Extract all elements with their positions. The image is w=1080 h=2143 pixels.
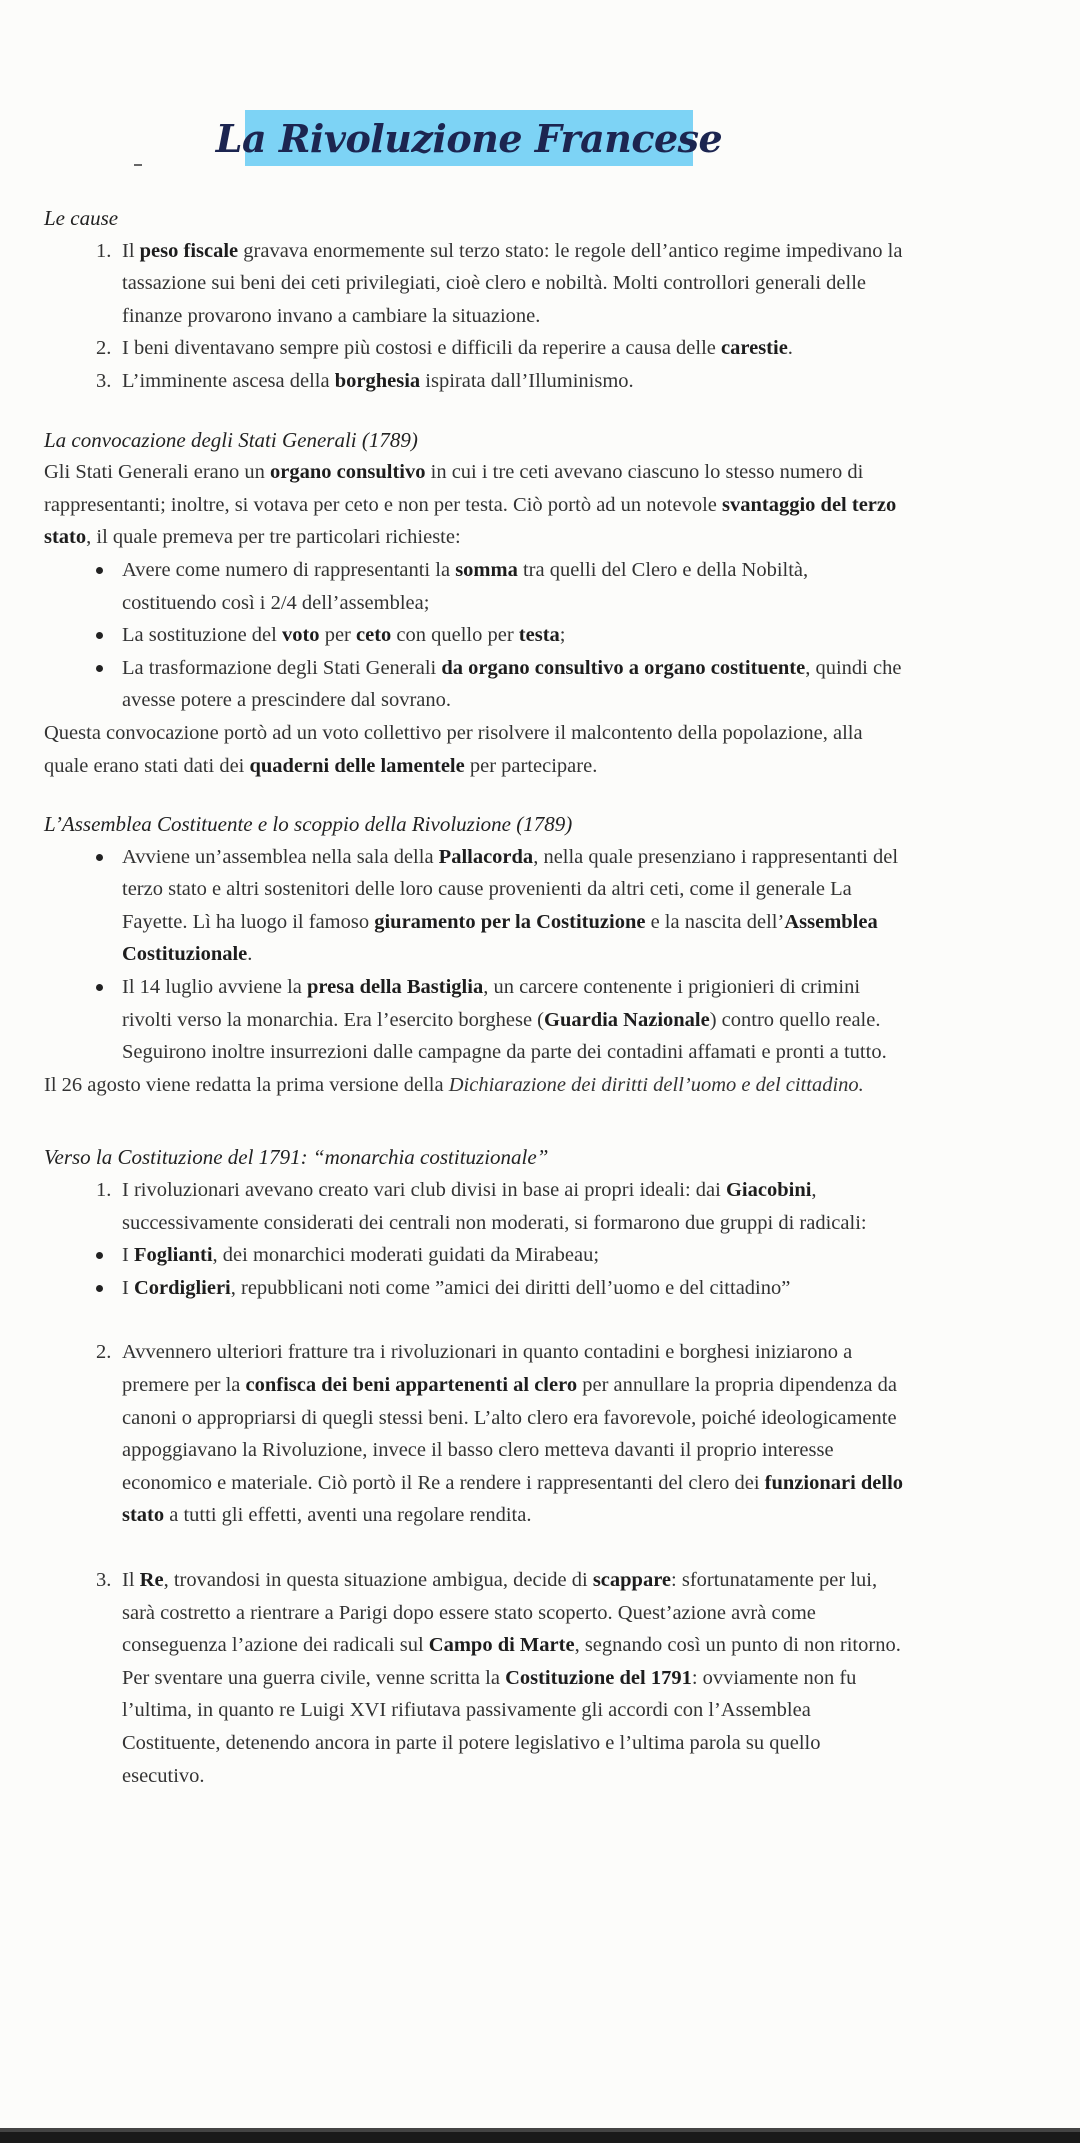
scan-bottom-edge (0, 2132, 1080, 2143)
bold-term: giuramento per la Costituzione (374, 910, 646, 933)
bold-term: Foglianti (133, 1244, 213, 1267)
stray-mark (134, 164, 142, 166)
spacer (44, 1304, 904, 1336)
list-item (44, 652, 904, 717)
bold-term: testa (518, 624, 560, 647)
bullet-icon (96, 665, 103, 672)
bold-term: somma (455, 558, 518, 581)
bold-term: funzionari dello stato (122, 1471, 904, 1527)
bullet-icon (96, 567, 103, 574)
list-marker: 2. (96, 1341, 112, 1364)
bold-term: quaderni delle lamentele (249, 754, 465, 777)
section-cause (44, 202, 904, 398)
spacer (44, 1532, 904, 1564)
list-item-text: I Cordiglieri, repubblicani noti come ”amici dei diritti dell’uomo e del cittadino” (122, 1276, 791, 1299)
bold-term: peso fiscale (139, 239, 239, 262)
bold-term: organo consultivo (270, 461, 426, 484)
section-heading: L’Assemblea Costituente e lo scoppio della Rivoluzione (1789) (44, 812, 573, 837)
bullet-icon (96, 854, 103, 861)
list-item-text: La sostituzione del voto per ceto con quello per testa; (122, 624, 566, 647)
list-item-text: Avere come numero di rappresentanti la somma tra quelli del Clero e della Nobiltà, costituendo così i 2/4 dell’assemblea; (122, 558, 809, 614)
paragraph-text: Il 26 agosto viene redatta la prima versione della (44, 1073, 449, 1096)
bold-term: voto (281, 624, 320, 647)
bold-term: Giacobini (725, 1179, 812, 1202)
list-marker: 3. (96, 1568, 112, 1591)
bold-term: Assemblea Costituzionale (122, 910, 878, 966)
section-heading: Le cause (44, 206, 119, 230)
paragraph: Questa convocazione portò ad un voto collettivo per risolvere il malcontento della popolazione, alla quale erano stati dati dei quaderni delle lamentele per partecipare. (44, 721, 863, 777)
bold-term: scappare (592, 1568, 672, 1591)
bullet-list (44, 841, 904, 1069)
list-item (44, 1174, 904, 1239)
list-marker: 1. (96, 239, 112, 262)
bold-term: presa della Bastiglia (307, 976, 484, 999)
list-marker: 2. (96, 337, 112, 360)
bullet-list (44, 1239, 904, 1304)
list-item-text: Il peso fiscale gravava enormemente sul terzo stato: le regole dell’antico regime impedivano la tassazione sui beni dei ceti privilegiati, cioè clero e nobiltà. Molti controllori generali delle finanze provarono invano a cambiare la situazione. (122, 239, 903, 327)
section-heading: Verso la Costituzione del 1791: “monarchia costituzionale” (44, 1145, 549, 1170)
list-item (44, 1564, 904, 1792)
bullet-icon (96, 1285, 103, 1292)
list-item (44, 971, 904, 1069)
list-item (44, 1272, 904, 1305)
bold-term: Re (139, 1568, 164, 1591)
list-item (44, 1239, 904, 1272)
bullet-list (44, 554, 904, 717)
numbered-list (44, 1564, 904, 1792)
bold-term: Cordiglieri (133, 1276, 231, 1299)
bold-term: confisca dei beni appartenenti al clero (245, 1374, 578, 1396)
bullet-icon (96, 1252, 103, 1259)
list-item-text: Avviene un’assemblea nella sala della Pallacorda, nella quale presenziano i rappresentanti del terzo stato e altri sostenitori delle loro cause provenienti da altri ceti, come il generale La Fayette. Lì ha luogo il famoso giuramento per la Costituzione e la nascita dell’Assemblea Costituzionale. (122, 845, 899, 966)
bold-term: Costituzione del 1791 (505, 1666, 692, 1689)
list-item-text: I Foglianti, dei monarchici moderati guidati da Mirabeau; (122, 1244, 600, 1267)
list-item (44, 619, 904, 652)
list-item-text: I rivoluzionari avevano creato vari club divisi in base ai propri ideali: dai Giacobini, successivamente considerati dei centrali non moderati, si formarono due gruppi di radicali: (122, 1179, 867, 1234)
section-stati-generali (44, 424, 904, 783)
section-assemblea-costituente (44, 808, 904, 1101)
list-item-text: I beni diventavano sempre più costosi e difficili da reperire a causa delle carestie. (122, 337, 793, 360)
document-body (44, 202, 904, 1792)
document-title-reference: Dichiarazione dei diritti dell’uomo e del cittadino. (448, 1073, 864, 1096)
paragraph (44, 1069, 904, 1102)
list-item-text: Il 14 luglio avviene la presa della Bastiglia, un carcere contenente i prigionieri di crimini rivolti verso la monarchia. Era l’esercito borghese (Guardia Nazionale) contro quello reale. Seguirono inoltre insurrezioni dalle campagne da parte dei contadini affamati e pronti a tutto. (122, 976, 887, 1064)
list-item (44, 841, 904, 971)
page-title: La Rivoluzione Francese (215, 115, 723, 161)
list-item (44, 1336, 904, 1532)
bold-term: borghesia (334, 369, 421, 392)
numbered-list (44, 1336, 904, 1532)
bold-term: Campo di Marte (428, 1634, 575, 1657)
bullet-icon (96, 632, 103, 639)
list-item (44, 235, 904, 333)
list-item-text: L’imminente ascesa della borghesia ispirata dall’Illuminismo. (122, 369, 634, 392)
bold-term: carestie (721, 337, 788, 360)
paragraph: Gli Stati Generali erano un organo consultivo in cui i tre ceti avevano ciascuno lo stesso numero di rappresentanti; inoltre, si votava per ceto e non per testa. Ciò portò ad un notevole svantaggio del terzo stato, il quale premeva per tre particolari richieste: (44, 461, 897, 549)
numbered-list (44, 235, 904, 398)
section-costituzione-1791 (44, 1141, 904, 1792)
numbered-list (44, 1174, 904, 1239)
list-item-text: Avvennero ulteriori fratture tra i rivoluzionari in quanto contadini e borghesi iniziarono a premere per la confisca dei beni appartenenti al clero per annullare la propria dipendenza da canoni o appropriarsi di quegli stessi beni. L’alto clero era favorevole, poiché ideologicamente appoggiavano la Rivoluzione, invece il basso clero metteva davanti il proprio interesse economico e materiale. Ciò portò il Re a rendere i rappresentanti del clero dei funzionari dello stato a tutti gli effetti, aventi una regolare rendita. (122, 1341, 904, 1527)
bold-term: ceto (356, 624, 392, 647)
list-item-text: Il Re, trovandosi in questa situazione ambigua, decide di scappare: sfortunatamente per lui, sarà costretto a rientrare a Parigi dopo essere stato scoperto. Quest’azione avrà come conseguenza l’azione dei radicali sul Campo di Marte, segnando così un punto di non ritorno. Per sventare una guerra civile, venne scritta la Costituzione del 1791: ovviamente non fu l’ultima, in quanto re Luigi XVI rifiutava passivamente gli accordi con l’Assemblea Costituente, detenendo ancora in parte il potere legislativo e l’ultima parola su quello esecutivo. (122, 1568, 901, 1787)
list-item (44, 332, 904, 365)
bold-term: da organo consultivo a organo costituente (441, 656, 806, 679)
list-marker: 3. (96, 369, 112, 392)
bullet-icon (96, 984, 103, 991)
list-item (44, 554, 904, 619)
bold-term: Pallacorda (438, 845, 534, 868)
section-heading: La convocazione degli Stati Generali (1789) (44, 427, 418, 452)
bold-term: Guardia Nazionale (544, 1008, 710, 1031)
list-item-text: La trasformazione degli Stati Generali da organo consultivo a organo costituente, quindi che avesse potere a prescindere dal sovrano. (122, 656, 902, 712)
bold-term: svantaggio del terzo stato (44, 493, 897, 549)
list-item (44, 365, 904, 398)
list-marker: 1. (96, 1179, 112, 1202)
title-banner (215, 110, 723, 166)
